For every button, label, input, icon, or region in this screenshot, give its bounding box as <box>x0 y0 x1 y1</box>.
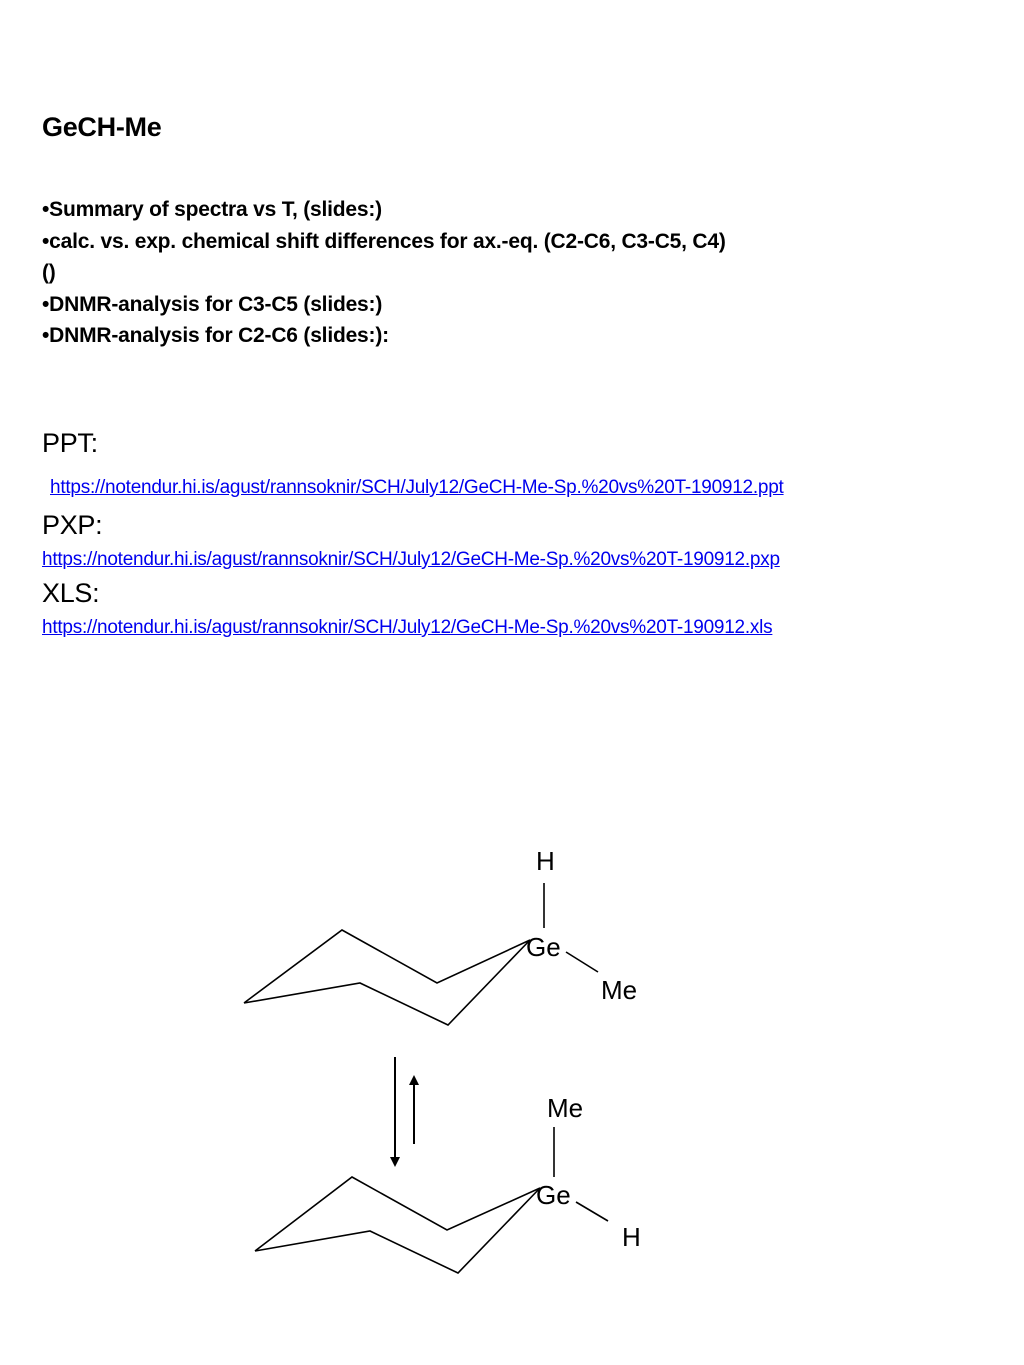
bullet-item: •Summary of spectra vs T, (slides:) <box>42 198 382 221</box>
pxp-label: PXP: <box>42 510 103 540</box>
xls-label: XLS: <box>42 578 100 608</box>
ppt-link[interactable]: https://notendur.hi.is/agust/rannsoknir/SCH/July12/GeCH-Me-Sp.%20vs%20T-190912.ppt <box>50 477 784 498</box>
cyclohexane-ring <box>255 1177 540 1273</box>
pxp-link[interactable]: https://notendur.hi.is/agust/rannsoknir/SCH/July12/GeCH-Me-Sp.%20vs%20T-190912.pxp <box>42 549 780 570</box>
ppt-label: PPT: <box>42 428 98 458</box>
bottom-axial-label: Me <box>547 1093 584 1123</box>
top-equatorial-label: Me <box>601 975 638 1005</box>
ge-h-bond <box>576 1202 608 1221</box>
page-title: GeCH-Me <box>42 112 162 142</box>
bullet-item: •DNMR-analysis for C2-C6 (slides:): <box>42 324 389 347</box>
cyclohexane-ring <box>244 930 530 1025</box>
top-axial-label: H <box>536 846 555 876</box>
xls-link[interactable]: https://notendur.hi.is/agust/rannsoknir/SCH/July12/GeCH-Me-Sp.%20vs%20T-190912.xls <box>42 617 773 638</box>
bottom-ge-label: Ge <box>536 1180 571 1210</box>
equilibrium-arrows <box>395 1057 414 1162</box>
top-ge-label: Ge <box>526 932 561 962</box>
bottom-equatorial-label: H <box>622 1222 641 1252</box>
bullet-item: •DNMR-analysis for C3-C5 (slides:) <box>42 292 383 316</box>
bullet-item: () <box>42 261 56 284</box>
bullet-item: •calc. vs. exp. chemical shift differences for ax.-eq. (C2-C6, C3-C5, C4) <box>42 229 726 253</box>
ge-me-bond <box>566 952 598 972</box>
